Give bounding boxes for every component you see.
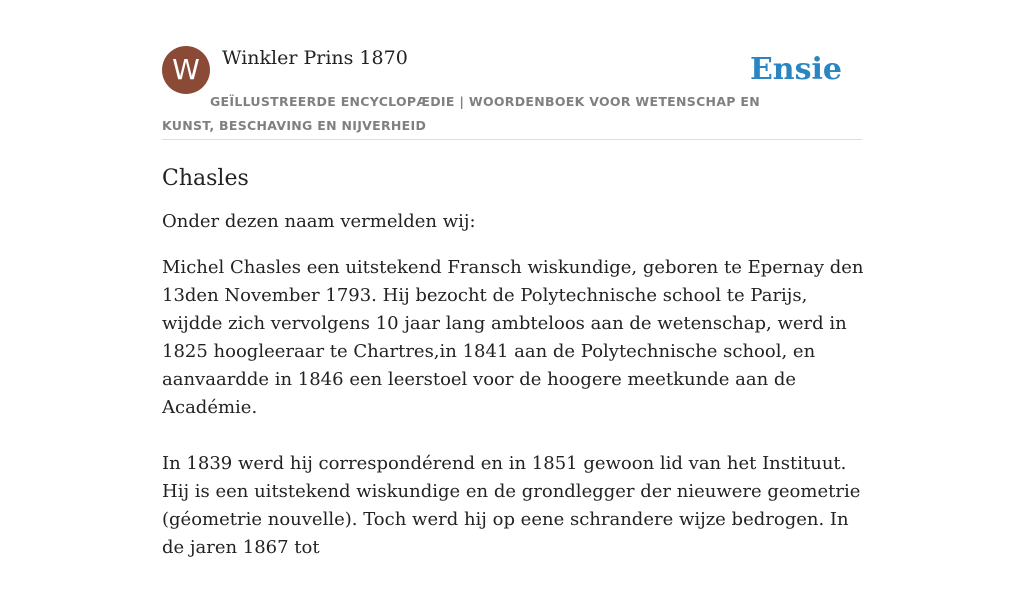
site-header — [162, 46, 862, 140]
article-intro: Onder dezen naam vermelden wij: — [162, 211, 476, 232]
article-paragraph: Michel Chasles een uitstekend Fransch wiskundige, geboren te Epernay den 13den November 1793. Hij bezocht de Polytechnische school te Parijs, wijdde zich vervolgens 10 jaar lang ambteloos aan de wetenschap, werd in 1825 hoogleeraar te Chartres,in 1841 aan de Polytechnische school, en aanvaardde in 1846 een leerstoel voor de hoogere meetkunde aan de Académie. — [162, 257, 864, 418]
source-title[interactable]: Winkler Prins 1870 — [222, 47, 408, 69]
source-subtitle: GEÏLLUSTREERDE ENCYCLOPÆDIE | WOORDENBOEK VOOR WETENSCHAP EN KUNST, BESCHAVING EN NIJVERHEID — [162, 94, 760, 133]
brand-logo[interactable]: Ensie — [749, 52, 842, 87]
article-paragraph: In 1839 werd hij correspondérend en in 1851 gewoon lid van het Instituut. Hij is een uitstekend wiskundige en de grondlegger der nieuwere geometrie (géometrie nouvelle). Toch werd hij op eene schrandere wijze bedrogen. In de jaren 1867 tot — [162, 453, 861, 558]
article-title: Chasles — [162, 166, 249, 191]
source-avatar[interactable]: W — [162, 46, 210, 94]
article-body — [162, 160, 872, 590]
